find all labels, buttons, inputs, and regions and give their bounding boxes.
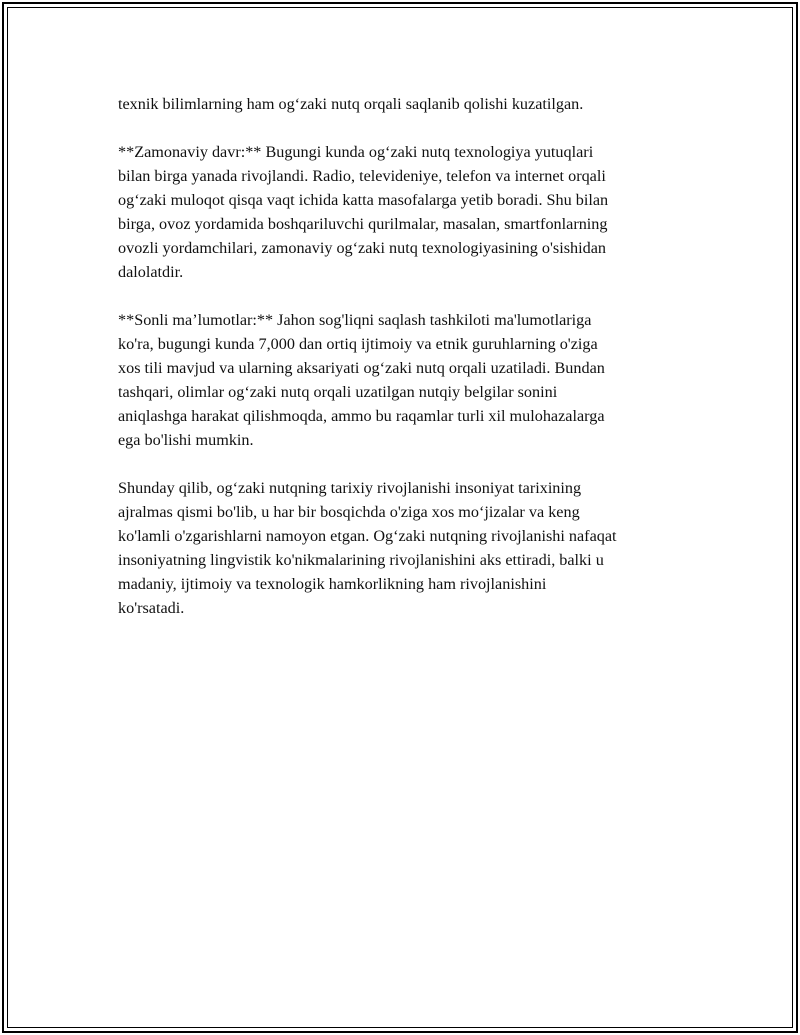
- document-body: [118, 92, 688, 644]
- paragraph-conclusion: Shunday qilib, og‘zaki nutqning tarixiy rivojlanishi insoniyat tarixining ajralmas qismi bo'lib, u har bir bosqichda o'ziga xos mo‘jizalar va keng ko'lamli o'zgarishlarni namoyon etgan. Og‘zaki nutqning rivojlanishi nafaqat insoniyatning lingvistik ko'nikmalarining rivojlanishini aks ettiradi, balki u madaniy, ijtimoiy va texnologik hamkorlikning ham rivojlanishini ko'rsatadi.: [118, 479, 617, 617]
- paragraph-modern-era: **Zamonaviy davr:** Bugungi kunda og‘zaki nutq texnologiya yutuqlari bilan birga yanada rivojlandi. Radio, televideniye, telefon va internet orqali og‘zaki muloqot qisqa vaqt ichida katta masofalarga yetib boradi. Shu bilan birga, ovoz yordamida boshqariluvchi qurilmalar, masalan, smartfonlarning ovozli yordamchilari, zamonaviy og‘zaki nutq texnologiyasining o'sishidan dalolatdir.: [118, 143, 609, 281]
- paragraph-continuation: texnik bilimlarning ham og‘zaki nutq orqali saqlanib qolishi kuzatilgan.: [118, 95, 584, 113]
- paragraph-numerical-data: **Sonli ma’lumotlar:** Jahon sog'liqni saqlash tashkiloti ma'lumotlariga ko'ra, bugungi kunda 7,000 dan ortiq ijtimoiy va etnik guruhlarning o'ziga xos tili mavjud va ularning aksariyati og‘zaki nutq orqali uzatiladi. Bundan tashqari, olimlar og‘zaki nutq orqali uzatilgan nutqiy belgilar sonini aniqlashga harakat qilishmoqda, ammo bu raqamlar turli xil mulohazalarga ega bo'lishi mumkin.: [118, 311, 605, 449]
